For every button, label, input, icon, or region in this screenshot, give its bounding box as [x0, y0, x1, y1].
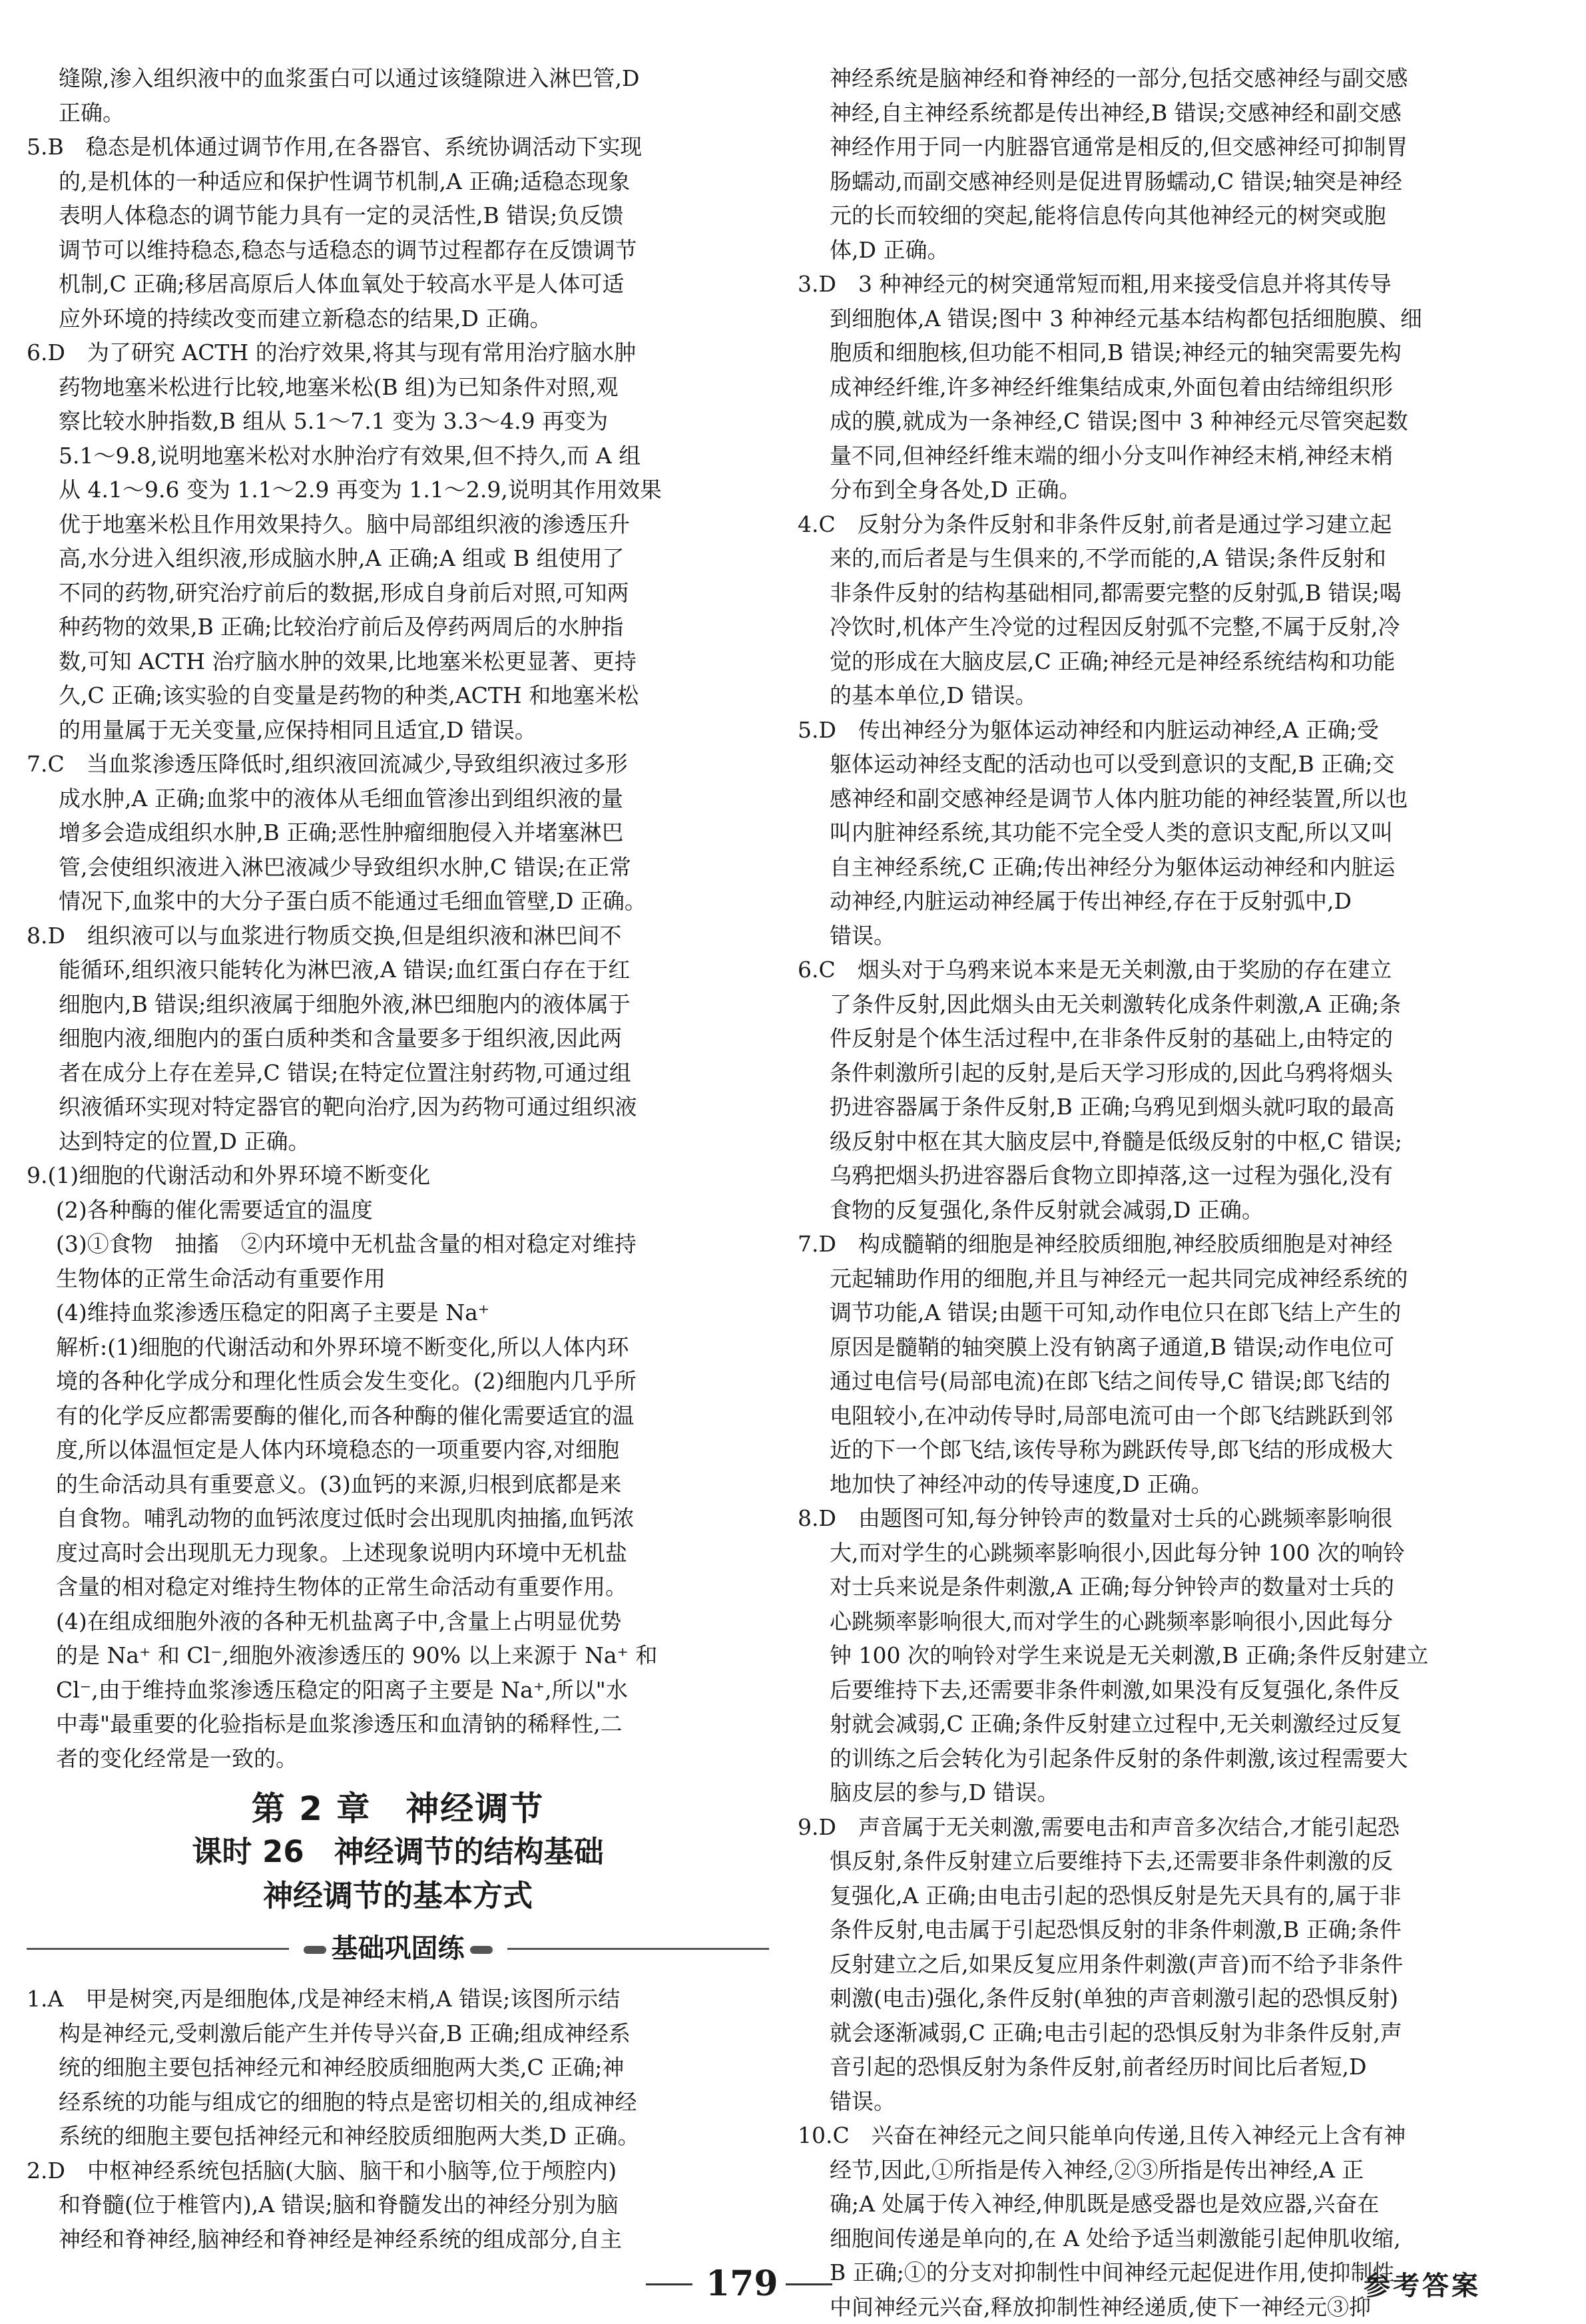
- text-line: 成神经纤维,许多神经纤维集结成束,外面包着由结缔组织形: [798, 370, 1553, 405]
- text-line: 者的变化经常是一致的。: [27, 1742, 769, 1776]
- text-line: 构是神经元,受刺激后能产生并传导兴奋,B 正确;组成神经系: [27, 2016, 769, 2051]
- left-column: [27, 61, 769, 2256]
- text-line: 的是 Na⁺ 和 Cl⁻,细胞外液渗透压的 90% 以上来源于 Na⁺ 和: [27, 1638, 769, 1673]
- text-line: 自主神经系统,C 正确;传出神经分为躯体运动神经和内脏运: [798, 850, 1553, 885]
- text-line: 种药物的效果,B 正确;比较治疗前后及停药两周后的水肿指: [27, 610, 769, 644]
- text-line: 6.C 烟头对于乌鸦来说本来是无关刺激,由于奖励的存在建立: [798, 953, 1553, 987]
- text-line: 8.D 由题图可知,每分钟铃声的数量对士兵的心跳频率影响很: [798, 1501, 1553, 1536]
- text-line: 大,而对学生的心跳频率影响很小,因此每分钟 100 次的响铃: [798, 1536, 1553, 1570]
- text-line: 动神经,内脏运动神经属于传出神经,存在于反射弧中,D: [798, 884, 1553, 919]
- text-line: 织液循环实现对特定器官的靶向治疗,因为药物可通过组织液: [27, 1090, 769, 1124]
- text-line: 后要维持下去,还需要非条件刺激,如果没有反复强化,条件反: [798, 1673, 1553, 1708]
- dot-ornament-left-icon: [304, 1946, 326, 1954]
- right-text-block: [798, 61, 1553, 2324]
- text-line: 就会逐渐减弱,C 正确;电击引起的恐惧反射为非条件反射,声: [798, 2016, 1553, 2050]
- text-line: 达到特定的位置,D 正确。: [27, 1124, 769, 1159]
- text-line: 度过高时会出现肌无力现象。上述现象说明内环境中无机盐: [27, 1536, 769, 1570]
- text-line: 的基本单位,D 错误。: [798, 678, 1553, 713]
- text-line: 9.(1)细胞的代谢活动和外界环境不断变化: [27, 1158, 769, 1193]
- text-line: 件反射是个体生活过程中,在非条件反射的基础上,由特定的: [798, 1021, 1553, 1056]
- text-line: 能循环,组织液只能转化为淋巴液,A 错误;血红蛋白存在于红: [27, 953, 769, 987]
- section-label: 基础巩固练: [332, 1933, 465, 1964]
- text-line: 5.1～9.8,说明地塞米松对水肿治疗有效果,但不持久,而 A 组: [27, 439, 769, 473]
- text-line: 胞质和细胞核,但功能不相同,B 错误;神经元的轴突需要先构: [798, 336, 1553, 370]
- text-line: 调节可以维持稳态,稳态与适稳态的调节过程都存在反馈调节: [27, 233, 769, 268]
- text-line: 正确。: [27, 96, 769, 130]
- text-line: 的用量属于无关变量,应保持相同且适宜,D 错误。: [27, 713, 769, 748]
- text-line: 10.C 兴奋在神经元之间只能单向传递,且传入神经元上含有神: [798, 2118, 1553, 2153]
- dot-ornament-right-icon: [470, 1946, 493, 1954]
- text-line: 惧反射,条件反射建立后要维持下去,还需要非条件刺激的反: [798, 1844, 1553, 1879]
- text-line: 到细胞体,A 错误;图中 3 种神经元基本结构都包括细胞膜、细: [798, 302, 1553, 336]
- text-line: 久,C 正确;该实验的自变量是药物的种类,ACTH 和地塞米松: [27, 678, 769, 713]
- text-line: (4)在组成细胞外液的各种无机盐离子中,含量上占明显优势: [27, 1604, 769, 1639]
- text-line: 冷饮时,机体产生冷觉的过程因反射弧不完整,不属于反射,冷: [798, 610, 1553, 644]
- chapter-title: 第 2 章 神经调节: [27, 1787, 769, 1830]
- left-text-block-1: [27, 61, 769, 1775]
- text-line: 反射建立之后,如果反复应用条件刺激(声音)而不给予非条件: [798, 1947, 1553, 1982]
- text-line: 机制,C 正确;移居高原后人体血氧处于较高水平是人体可适: [27, 267, 769, 302]
- text-line: (3)①食物 抽搐 ②内环境中无机盐含量的相对稳定对维持: [27, 1227, 769, 1262]
- text-line: 神经和脊神经,脑神经和脊神经是神经系统的组成部分,自主: [27, 2222, 769, 2257]
- text-line: 的生命活动具有重要意义。(3)血钙的来源,归根到底都是来: [27, 1467, 769, 1502]
- text-line: 原因是髓鞘的轴突膜上没有钠离子通道,B 错误;动作电位可: [798, 1330, 1553, 1365]
- text-line: 成的膜,就成为一条神经,C 错误;图中 3 种神经元尽管突起数: [798, 404, 1553, 439]
- text-line: 觉的形成在大脑皮层,C 正确;神经元是神经系统结构和功能: [798, 644, 1553, 679]
- page-number: 179: [706, 2263, 778, 2305]
- text-line: 级反射中枢在其大脑皮层中,脊髓是低级反射的中枢,C 错误;: [798, 1124, 1553, 1159]
- text-line: 药物地塞米松进行比较,地塞米松(B 组)为已知条件对照,观: [27, 370, 769, 405]
- text-line: 5.B 稳态是机体通过调节作用,在各器官、系统协调活动下实现: [27, 130, 769, 164]
- text-line: 元起辅助作用的细胞,并且与神经元一起共同完成神经系统的: [798, 1262, 1553, 1296]
- text-line: 不同的药物,研究治疗前后的数据,形成自身前后对照,可知两: [27, 576, 769, 610]
- text-line: 优于地塞米松且作用效果持久。脑中局部组织液的渗透压升: [27, 507, 769, 542]
- text-line: 增多会造成组织水肿,B 正确;恶性肿瘤细胞侵入并堵塞淋巴: [27, 815, 769, 850]
- text-line: 成水肿,A 正确;血浆中的液体从毛细血管渗出到组织液的量: [27, 782, 769, 816]
- text-line: 食物的反复强化,条件反射就会减弱,D 正确。: [798, 1193, 1553, 1228]
- text-line: 有的化学反应都需要酶的催化,而各种酶的催化需要适宜的温: [27, 1399, 769, 1433]
- section-label-wrap: [289, 1930, 507, 1967]
- text-line: 近的下一个郎飞结,该传导称为跳跃传导,郎飞结的形成极大: [798, 1433, 1553, 1467]
- text-line: 含量的相对稳定对维持生物体的正常生命活动有重要作用。: [27, 1570, 769, 1604]
- text-line: 的训练之后会转化为引起条件反射的条件刺激,该过程需要大: [798, 1742, 1553, 1776]
- lesson-title-line1: 课时 26 神经调节的结构基础: [27, 1830, 769, 1874]
- text-line: 了条件反射,因此烟头由无关刺激转化成条件刺激,A 正确;条: [798, 987, 1553, 1022]
- text-line: 中间神经元兴奋,释放抑制性神经递质,使下一神经元③抑: [798, 2290, 1553, 2324]
- text-line: 情况下,血浆中的大分子蛋白质不能通过毛细血管壁,D 正确。: [27, 884, 769, 919]
- text-line: 错误。: [798, 919, 1553, 953]
- text-line: 神经系统是脑神经和脊神经的一部分,包括交感神经与副交感: [798, 61, 1553, 96]
- text-line: 神经,自主神经系统都是传出神经,B 错误;交感神经和副交感: [798, 96, 1553, 130]
- text-line: 量不同,但神经纤维末端的细小分支叫作神经末梢,神经末梢: [798, 439, 1553, 473]
- text-line: 叫内脏神经系统,其功能不完全受人类的意识支配,所以又叫: [798, 815, 1553, 850]
- text-line: 电阻较小,在冲动传导时,局部电流可由一个郎飞结跳跃到邻: [798, 1399, 1553, 1433]
- text-line: 调节功能,A 错误;由题干可知,动作电位只在郎飞结上产生的: [798, 1295, 1553, 1330]
- text-line: 2.D 中枢神经系统包括脑(大脑、脑干和小脑等,位于颅腔内): [27, 2154, 769, 2188]
- text-line: 错误。: [798, 2084, 1553, 2119]
- text-line: 细胞内液,细胞内的蛋白质种类和含量要多于组织液,因此两: [27, 1021, 769, 1056]
- text-line: 体,D 正确。: [798, 233, 1553, 268]
- section-header: [27, 1926, 769, 1973]
- text-line: (2)各种酶的催化需要适宜的温度: [27, 1193, 769, 1228]
- text-line: 感神经和副交感神经是调节人体内脏功能的神经装置,所以也: [798, 782, 1553, 816]
- text-line: 元的长而较细的突起,能将信息传向其他神经元的树突或胞: [798, 198, 1553, 233]
- text-line: 度,所以体温恒定是人体内环境稳态的一项重要内容,对细胞: [27, 1433, 769, 1467]
- text-line: 复强化,A 正确;由电击引起的恐惧反射是先天具有的,属于非: [798, 1879, 1553, 1913]
- text-line: 6.D 为了研究 ACTH 的治疗效果,将其与现有常用治疗脑水肿: [27, 336, 769, 370]
- text-line: 神经作用于同一内脏器官通常是相反的,但交感神经可抑制胃: [798, 130, 1553, 164]
- text-line: 表明人体稳态的调节能力具有一定的灵活性,B 错误;负反馈: [27, 198, 769, 233]
- text-line: 刺激(电击)强化,条件反射(单独的声音刺激引起的恐惧反射): [798, 1981, 1553, 2016]
- text-line: 3.D 3 种神经元的树突通常短而粗,用来接受信息并将其传导: [798, 267, 1553, 302]
- text-line: 乌鸦把烟头扔进容器后食物立即掉落,这一过程为强化,没有: [798, 1158, 1553, 1193]
- footer-title: 参考答案: [1364, 2267, 1481, 2305]
- text-line: 者在成分上存在差异,C 错误;在特定位置注射药物,可通过组: [27, 1056, 769, 1090]
- text-line: 细胞内,B 错误;组织液属于细胞外液,淋巴细胞内的液体属于: [27, 987, 769, 1022]
- text-line: 心跳频率影响很大,而对学生的心跳频率影响很小,因此每分: [798, 1604, 1553, 1639]
- text-line: 8.D 组织液可以与血浆进行物质交换,但是组织液和淋巴间不: [27, 919, 769, 953]
- text-line: 境的各种化学成分和理化性质会发生变化。(2)细胞内几乎所: [27, 1364, 769, 1399]
- lesson-title-line2: 神经调节的基本方式: [27, 1874, 769, 1918]
- text-line: 来的,而后者是与生俱来的,不学而能的,A 错误;条件反射和: [798, 541, 1553, 576]
- text-line: 1.A 甲是树突,丙是细胞体,戊是神经末梢,A 错误;该图所示结: [27, 1982, 769, 2016]
- text-line: 脑皮层的参与,D 错误。: [798, 1775, 1553, 1810]
- text-line: 细胞间传递是单向的,在 A 处给予适当刺激能引起伸肌收缩,: [798, 2221, 1553, 2256]
- text-line: 地加快了神经冲动的传导速度,D 正确。: [798, 1467, 1553, 1502]
- page-footer: [0, 2263, 1586, 2310]
- text-line: 5.D 传出神经分为躯体运动神经和内脏运动神经,A 正确;受: [798, 713, 1553, 748]
- text-line: 数,可知 ACTH 治疗脑水肿的效果,比地塞米松更显著、更持: [27, 644, 769, 679]
- text-line: B 正确;①的分支对抑制性中间神经元起促进作用,使抑制性: [798, 2255, 1553, 2290]
- right-column: [798, 61, 1553, 2324]
- text-line: 解析:(1)细胞的代谢活动和外界环境不断变化,所以人体内环: [27, 1330, 769, 1365]
- text-line: 系统的细胞主要包括神经元和神经胶质细胞两大类,D 正确。: [27, 2119, 769, 2154]
- text-line: 分布到全身各处,D 正确。: [798, 473, 1553, 507]
- text-line: 生物体的正常生命活动有重要作用: [27, 1262, 769, 1296]
- text-line: Cl⁻,由于维持血浆渗透压稳定的阳离子主要是 Na⁺,所以"水: [27, 1673, 769, 1708]
- text-line: 条件刺激所引起的反射,是后天学习形成的,因此乌鸦将烟头: [798, 1056, 1553, 1090]
- text-line: 应外环境的持续改变而建立新稳态的结果,D 正确。: [27, 302, 769, 336]
- text-line: 统的细胞主要包括神经元和神经胶质细胞两大类,C 正确;神: [27, 2050, 769, 2085]
- text-line: 对士兵来说是条件刺激,A 正确;每分钟铃声的数量对士兵的: [798, 1570, 1553, 1604]
- text-line: 从 4.1～9.6 变为 1.1～2.9 再变为 1.1～2.9,说明其作用效果: [27, 473, 769, 507]
- page-number-dash-left: [646, 2283, 692, 2285]
- text-line: 肠蠕动,而副交感神经则是促进胃肠蠕动,C 错误;轴突是神经: [798, 164, 1553, 199]
- text-line: 躯体运动神经支配的活动也可以受到意识的支配,B 正确;交: [798, 747, 1553, 782]
- text-line: 扔进容器属于条件反射,B 正确;乌鸦见到烟头就叼取的最高: [798, 1090, 1553, 1124]
- text-line: 高,水分进入组织液,形成脑水肿,A 正确;A 组或 B 组使用了: [27, 541, 769, 576]
- text-line: 非条件反射的结构基础相同,都需要完整的反射弧,B 错误;喝: [798, 576, 1553, 610]
- left-text-block-2: [27, 1982, 769, 2256]
- text-line: 中毒"最重要的化验指标是血浆渗透压和血清钠的稀释性,二: [27, 1707, 769, 1742]
- text-line: 缝隙,渗入组织液中的血浆蛋白可以通过该缝隙进入淋巴管,D: [27, 61, 769, 96]
- text-line: 和脊髓(位于椎管内),A 错误;脑和脊髓发出的神经分别为脑: [27, 2188, 769, 2222]
- text-line: 9.D 声音属于无关刺激,需要电击和声音多次结合,才能引起恐: [798, 1810, 1553, 1845]
- text-line: 通过电信号(局部电流)在郎飞结之间传导,C 错误;郎飞结的: [798, 1364, 1553, 1399]
- text-line: 确;A 处属于传入神经,伸肌既是感受器也是效应器,兴奋在: [798, 2187, 1553, 2221]
- text-line: 4.C 反射分为条件反射和非条件反射,前者是通过学习建立起: [798, 507, 1553, 542]
- page-number-dash-right: [786, 2283, 832, 2285]
- text-line: 射就会减弱,C 正确;条件反射建立过程中,无关刺激经过反复: [798, 1707, 1553, 1742]
- text-line: 7.C 当血浆渗透压降低时,组织液回流减少,导致组织液过多形: [27, 747, 769, 782]
- text-line: 钟 100 次的响铃对学生来说是无关刺激,B 正确;条件反射建立: [798, 1638, 1553, 1673]
- text-line: 管,会使组织液进入淋巴液减少导致组织水肿,C 错误;在正常: [27, 850, 769, 885]
- text-line: 音引起的恐惧反射为条件反射,前者经历时间比后者短,D: [798, 2050, 1553, 2084]
- text-line: (4)维持血浆渗透压稳定的阳离子主要是 Na⁺: [27, 1295, 769, 1330]
- text-line: 的,是机体的一种适应和保护性调节机制,A 正确;适稳态现象: [27, 164, 769, 199]
- text-line: 自食物。哺乳动物的血钙浓度过低时会出现肌肉抽搐,血钙浓: [27, 1501, 769, 1536]
- text-line: 经节,因此,①所指是传入神经,②③所指是传出神经,A 正: [798, 2153, 1553, 2188]
- text-line: 经系统的功能与组成它的细胞的特点是密切相关的,组成神经: [27, 2085, 769, 2120]
- text-line: 察比较水肿指数,B 组从 5.1～7.1 变为 3.3～4.9 再变为: [27, 404, 769, 439]
- text-line: 7.D 构成髓鞘的细胞是神经胶质细胞,神经胶质细胞是对神经: [798, 1227, 1553, 1262]
- text-line: 条件反射,电击属于引起恐惧反射的非条件刺激,B 正确;条件: [798, 1913, 1553, 1947]
